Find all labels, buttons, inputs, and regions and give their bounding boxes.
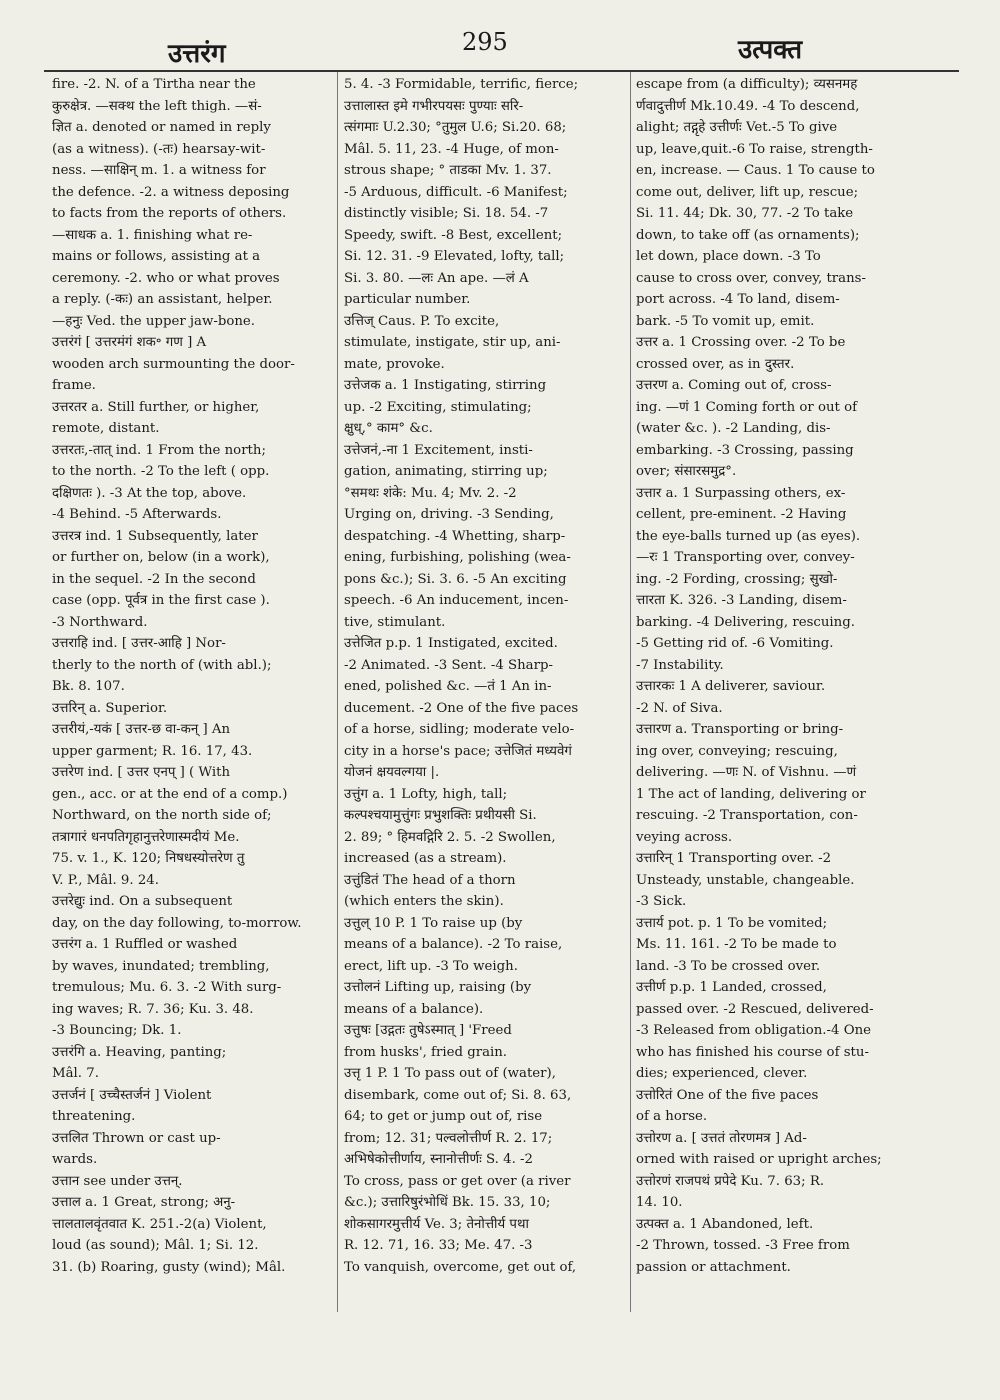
entry-text-line: 64; to get or jump out of, rise xyxy=(344,1109,543,1124)
entry-text-line: Si. 11. 44; Dk. 30, 77. -2 To take xyxy=(636,206,854,221)
entry-text-line: ening, furbishing, polishing (wea- xyxy=(344,550,571,565)
entry-text-line: उत्तुंडितं The head of a thorn xyxy=(344,872,516,888)
entry-text-line: उत्पक्त a. 1 Abandoned, left. xyxy=(636,1216,814,1232)
entry-text-line: cause to cross over, convey, trans- xyxy=(636,270,866,286)
entry-text-line: उत्तरेद्युः ind. On a subsequent xyxy=(52,894,233,909)
entry-text-line: threatening. xyxy=(52,1109,136,1124)
entry-text-line: 31. (b) Roaring, gusty (wind); Mâl. xyxy=(52,1259,286,1275)
entry-text-line: remote, distant. xyxy=(52,421,160,436)
entry-text-line: Mâl. 7. xyxy=(52,1066,99,1081)
entry-text-line: from; 12. 31; पल्वलोत्तीर्ण R. 2. 17; xyxy=(344,1130,553,1146)
entry-text-line: Northward, on the north side of; xyxy=(52,808,272,823)
entry-text-line: उत्तरतर a. Still further, or higher, xyxy=(52,399,260,415)
entry-text-line: the defence. -2. a witness deposing xyxy=(52,184,290,200)
entry-text-line: Speedy, swift. -8 Best, excellent; xyxy=(344,227,563,243)
entry-text-line: उत्तारिन् 1 Transporting over. -2 xyxy=(636,851,832,866)
entry-text-line: To cross, pass or get over (a river xyxy=(344,1173,571,1189)
entry-text-line: त्तालतालवृंतवात K. 251.-2(a) Violent, xyxy=(52,1216,267,1232)
entry-text-line: र्णवादुत्तीर्ण Mk.10.49. -4 To descend, xyxy=(636,98,860,114)
entry-text-line: उत्तरंग a. 1 Ruffled or washed xyxy=(52,937,238,952)
entry-text-line: day, on the day following, to-morrow. xyxy=(52,915,302,931)
entry-text-line: उत्तरतः,-तात् ind. 1 From the north; xyxy=(52,442,266,458)
entry-text-line: orned with raised or upright arches; xyxy=(636,1152,882,1167)
entry-text-line: उत्तालास्त इमे गभीरपयसः पुण्याः सरि- xyxy=(344,98,524,114)
entry-text-line: escape from (a difficulty); व्यसनमह xyxy=(636,77,858,92)
entry-text-line: ceremony. -2. who or what proves xyxy=(52,270,280,286)
header-rule xyxy=(44,70,959,72)
entry-text-line: उत्तर्जनं [ उच्चैस्तर्जनं ] Violent xyxy=(52,1087,212,1103)
entry-text-line: -2 Thrown, tossed. -3 Free from xyxy=(636,1238,850,1253)
entry-text-line: of a horse, sidling; moderate velo- xyxy=(344,722,575,737)
entry-text-line: ened, polished &c. —तं 1 An in- xyxy=(344,679,552,694)
entry-text-line: dies; experienced, clever. xyxy=(636,1066,808,1081)
entry-text-line: Urging on, driving. -3 Sending, xyxy=(344,507,554,522)
entry-text-line: come out, deliver, lift up, rescue; xyxy=(636,184,859,200)
entry-text-line: ing over, conveying; rescuing, xyxy=(636,743,838,759)
entry-text-line: क्षुध्,° काम° &c. xyxy=(344,421,433,436)
entry-text-line: Unsteady, unstable, changeable. xyxy=(636,872,855,888)
entry-text-line: उत्तार a. 1 Surpassing others, ex- xyxy=(636,485,846,501)
entry-text-line: erect, lift up. -3 To weigh. xyxy=(344,958,518,974)
entry-text-line: over; संसारसमुद्र°. xyxy=(636,464,737,479)
entry-text-line: loud (as sound); Mâl. 1; Si. 12. xyxy=(52,1238,259,1253)
entry-text-line: त्तारता K. 326. -3 Landing, disem- xyxy=(636,593,847,608)
entry-text-line: -4 Behind. -5 Afterwards. xyxy=(52,507,222,522)
entry-text-line: tive, stimulant. xyxy=(344,614,446,630)
entry-text-line: उत्तेजित p.p. 1 Instigated, excited. xyxy=(344,636,558,651)
entry-text-line: gen., acc. or at the end of a comp.) xyxy=(52,786,288,802)
entry-text-line: fire. -2. N. of a Tirtha near the xyxy=(52,77,256,92)
entry-text-line: upper garment; R. 16. 17, 43. xyxy=(52,743,253,759)
entry-text-line: अभिषेकोत्तीर्णाय, स्नानोत्तीर्णः S. 4. -2 xyxy=(344,1152,533,1167)
entry-text-line: ducement. -2 One of the five paces xyxy=(344,700,579,716)
entry-text-line: wards. xyxy=(52,1152,98,1167)
entry-text-line: strous shape; ° ताडका Mv. 1. 37. xyxy=(344,163,552,178)
entry-text-line: त्संगमाः U.2.30; °तुमुल U.6; Si.20. 68; xyxy=(344,120,567,135)
entry-text-line: ज्ञित a. denoted or named in reply xyxy=(52,120,271,135)
entry-text-line: —हनुः Ved. the upper jaw-bone. xyxy=(52,313,256,329)
entry-text-line: -5 Arduous, difficult. -6 Manifest; xyxy=(344,184,568,200)
entry-text-line: (water &c. ). -2 Landing, dis- xyxy=(636,421,831,436)
entry-text-line: -2 N. of Siva. xyxy=(636,700,723,716)
entry-text-line: frame. xyxy=(52,378,96,393)
header-left-guide-word: उत्तरंग xyxy=(168,39,226,69)
entry-text-line: -7 Instability. xyxy=(636,657,724,673)
entry-text-line: therly to the north of (with abl.); xyxy=(52,657,272,673)
column-3 xyxy=(636,74,910,1304)
column-2 xyxy=(344,74,628,1304)
entry-text-line: उत्तार्य pot. p. 1 To be vomited; xyxy=(636,915,828,931)
entry-text-line: -5 Getting rid of. -6 Vomiting. xyxy=(636,636,834,651)
entry-text-line: port across. -4 To land, disem- xyxy=(636,292,840,307)
entry-text-line: कल्पश्चयामुत्तुंगः प्रभुशक्तिः प्रथीयसी Si. xyxy=(344,808,537,823)
entry-text-line: तत्रागारं धनपतिगृहानुत्तरेणास्मदीयं Me. xyxy=(52,829,240,845)
entry-text-line: alight; तद्गृहे उत्तीर्णः Vet.-5 To give xyxy=(636,120,838,135)
entry-text-line: ing. -2 Fording, crossing; सुखो- xyxy=(636,571,838,587)
entry-text-line: (which enters the skin). xyxy=(344,894,504,909)
entry-text-line: उत्तिज् Caus. P. To excite, xyxy=(344,313,500,329)
entry-text-line: उत्तारण a. Transporting or bring- xyxy=(636,722,844,737)
entry-text-line: let down, place down. -3 To xyxy=(636,249,821,264)
entry-text-line: passed over. -2 Rescued, delivered- xyxy=(636,1001,874,1017)
entry-text-line: 75. v. 1., K. 120; निषधस्योत्तरेण तु xyxy=(52,851,245,866)
entry-text-line: 1 The act of landing, delivering or xyxy=(636,786,866,802)
entry-text-line: -3 Sick. xyxy=(636,894,687,909)
entry-text-line: down, to take off (as ornaments); xyxy=(636,227,860,243)
entry-text-line: who has finished his course of stu- xyxy=(636,1044,869,1060)
entry-text-line: means of a balance). -2 To raise, xyxy=(344,937,563,952)
entry-text-line: -2 Animated. -3 Sent. -4 Sharp- xyxy=(344,657,553,673)
entry-text-line: wooden arch surmounting the door- xyxy=(52,356,295,372)
entry-text-line: उत्तोरण a. [ उत्ततं तोरणमत्र ] Ad- xyxy=(636,1130,807,1146)
entry-text-line: उत्तलित Thrown or cast up- xyxy=(52,1130,221,1146)
entry-text-line: उत्तेजनं,-ना 1 Excitement, insti- xyxy=(344,442,533,458)
entry-text-line: pons &c.); Si. 3. 6. -5 An exciting xyxy=(344,571,567,587)
entry-text-line: barking. -4 Delivering, rescuing. xyxy=(636,614,855,630)
column-divider xyxy=(630,72,631,1312)
entry-text-line: &c.); उत्तारिषुरंभोधिं Bk. 15. 33, 10; xyxy=(344,1195,551,1210)
entry-text-line: passion or attachment. xyxy=(636,1259,791,1275)
entry-text-line: means of a balance). xyxy=(344,1001,484,1017)
entry-text-line: ing waves; R. 7. 36; Ku. 3. 48. xyxy=(52,1001,254,1017)
entry-text-line: (as a witness). (-तः) hearsay-wit- xyxy=(52,141,266,157)
entry-text-line: To vanquish, overcome, get out of, xyxy=(344,1259,577,1275)
entry-text-line: tremulous; Mu. 6. 3. -2 With surg- xyxy=(52,980,282,995)
entry-text-line: cellent, pre-eminent. -2 Having xyxy=(636,507,847,522)
entry-text-line: or further on, below (in a work), xyxy=(52,550,270,565)
entry-text-line: 2. 89; ° हिमवद्गिरि 2. 5. -2 Swollen, xyxy=(344,829,556,845)
entry-text-line: —साधक a. 1. finishing what re- xyxy=(52,227,253,243)
entry-text-line: उत्तृ 1 P. 1 To pass out of (water), xyxy=(344,1066,556,1081)
entry-text-line: crossed over, as in दुस्तर. xyxy=(636,356,795,372)
entry-text-line: distinctly visible; Si. 18. 54. -7 xyxy=(344,206,549,221)
entry-text-line: शोकसागरमुत्तीर्य Ve. 3; तेनोत्तीर्य पथा xyxy=(344,1216,529,1232)
entry-text-line: of a horse. xyxy=(636,1109,708,1124)
entry-text-line: to the north. -2 To the left ( opp. xyxy=(52,464,270,479)
entry-text-line: despatching. -4 Whetting, sharp- xyxy=(344,528,566,544)
entry-text-line: कुरुक्षेत्र. —सक्थ the left thigh. —सं- xyxy=(52,98,262,114)
entry-text-line: -3 Released from obligation.-4 One xyxy=(636,1023,872,1038)
entry-text-line: Si. 3. 80. —लः An ape. —लं A xyxy=(344,270,529,286)
entry-text-line: the eye-balls turned up (as eyes). xyxy=(636,528,861,544)
entry-text-line: उत्तरेण ind. [ उत्तर एनप् ] ( With xyxy=(52,765,231,780)
entry-text-line: Ms. 11. 161. -2 To be made to xyxy=(636,937,837,952)
entry-text-line: gation, animating, stirring up; xyxy=(344,464,548,479)
entry-text-line: bark. -5 To vomit up, emit. xyxy=(636,313,815,329)
entry-text-line: 5. 4. -3 Formidable, terrific, fierce; xyxy=(344,77,579,92)
entry-text-line: Si. 12. 31. -9 Elevated, lofty, tall; xyxy=(344,249,565,264)
entry-text-line: उत्ताल a. 1 Great, strong; अनु- xyxy=(52,1195,236,1210)
entry-text-line: city in a horse's pace; उत्तेजितं मध्यवेगं xyxy=(344,743,572,759)
entry-text-line: particular number. xyxy=(344,292,471,307)
entry-text-line: उत्तरीयं,-यकं [ उत्तर-छ वा-कन् ] An xyxy=(52,722,231,737)
entry-text-line: mains or follows, assisting at a xyxy=(52,249,261,264)
entry-text-line: उत्तराहि ind. [ उत्तर-आहि ] Nor- xyxy=(52,636,226,651)
entry-text-line: mate, provoke. xyxy=(344,356,445,372)
entry-text-line: उत्तेजक a. 1 Instigating, stirring xyxy=(344,378,547,393)
entry-text-line: उत्तुषः [उद्गतः तुषेऽस्मात् ] 'Freed xyxy=(344,1023,512,1038)
entry-text-line: उत्तोरितं One of the five paces xyxy=(636,1087,819,1103)
entry-text-line: rescuing. -2 Transportation, con- xyxy=(636,808,858,823)
entry-text-line: °समथः शंके: Mu. 4; Mv. 2. -2 xyxy=(344,485,517,501)
entry-text-line: उत्तीर्ण p.p. 1 Landed, crossed, xyxy=(636,980,827,995)
column-1 xyxy=(52,74,330,1304)
entry-text-line: up, leave,quit.-6 To raise, strength- xyxy=(636,141,873,157)
entry-text-line: by waves, inundated; trembling, xyxy=(52,958,270,974)
entry-text-line: उत्तान see under उत्तन्. xyxy=(52,1173,183,1189)
entry-text-line: उत्तारकः 1 A deliverer, saviour. xyxy=(636,679,826,694)
entry-text-line: en, increase. — Caus. 1 To cause to xyxy=(636,163,875,178)
entry-text-line: R. 12. 71, 16. 33; Me. 47. -3 xyxy=(344,1238,533,1253)
header-right-guide-word: उत्पक्त xyxy=(738,35,803,65)
entry-text-line: उत्तुंग a. 1 Lofty, high, tall; xyxy=(344,786,508,802)
entry-text-line: stimulate, instigate, stir up, ani- xyxy=(344,335,561,350)
entry-text-line: -3 Bouncing; Dk. 1. xyxy=(52,1023,182,1038)
entry-text-line: ing. —णं 1 Coming forth or out of xyxy=(636,399,858,415)
entry-text-line: उत्तर a. 1 Crossing over. -2 To be xyxy=(636,335,846,350)
entry-text-line: उत्तरत्र ind. 1 Subsequently, later xyxy=(52,528,258,544)
entry-text-line: speech. -6 An inducement, incen- xyxy=(344,593,569,608)
entry-text-line: Mâl. 5. 11, 23. -4 Huge, of mon- xyxy=(344,141,559,157)
entry-text-line: योजनं क्षयवल्गया |. xyxy=(344,765,440,780)
entry-text-line: from husks', fried grain. xyxy=(344,1044,508,1060)
entry-text-line: delivering. —णः N. of Vishnu. —णं xyxy=(636,765,857,780)
entry-text-line: a reply. (-कः) an assistant, helper. xyxy=(52,292,273,307)
entry-text-line: 14. 10. xyxy=(636,1195,683,1210)
entry-text-line: up. -2 Exciting, stimulating; xyxy=(344,399,532,415)
entry-text-line: Bk. 8. 107. xyxy=(52,679,125,694)
entry-text-line: उत्तोरणं राजपथं प्रपेदे Ku. 7. 63; R. xyxy=(636,1173,825,1189)
entry-text-line: embarking. -3 Crossing, passing xyxy=(636,442,854,458)
entry-text-line: veying across. xyxy=(636,829,733,845)
entry-text-line: in the sequel. -2 In the second xyxy=(52,571,256,587)
entry-text-line: to facts from the reports of others. xyxy=(52,206,287,221)
entry-text-line: दक्षिणतः ). -3 At the top, above. xyxy=(52,485,247,501)
entry-text-line: ness. —साक्षिन् m. 1. a witness for xyxy=(52,163,266,178)
entry-text-line: —रः 1 Transporting over, convey- xyxy=(636,550,855,565)
entry-text-line: V. P., Mâl. 9. 24. xyxy=(52,872,159,888)
entry-text-line: case (opp. पूर्वत्र in the first case ). xyxy=(52,593,270,608)
entry-text-line: -3 Northward. xyxy=(52,614,148,630)
entry-text-line: disembark, come out of; Si. 8. 63, xyxy=(344,1087,572,1103)
entry-text-line: उत्तरिन् a. Superior. xyxy=(52,700,168,716)
page-number: 295 xyxy=(462,28,508,56)
entry-text-line: उत्तरंगि a. Heaving, panting; xyxy=(52,1044,227,1060)
entry-text-line: उत्तुल् 10 P. 1 To raise up (by xyxy=(344,915,523,931)
entry-text-line: उत्तरंगं [ उत्तरमंगं शक॰ गण ] A xyxy=(52,335,207,350)
entry-text-line: land. -3 To be crossed over. xyxy=(636,958,821,974)
entry-text-line: increased (as a stream). xyxy=(344,851,507,866)
entry-text-line: उत्तरण a. Coming out of, cross- xyxy=(636,378,832,393)
column-divider xyxy=(337,72,338,1312)
entry-text-line: उत्तोलनं Lifting up, raising (by xyxy=(344,980,532,995)
